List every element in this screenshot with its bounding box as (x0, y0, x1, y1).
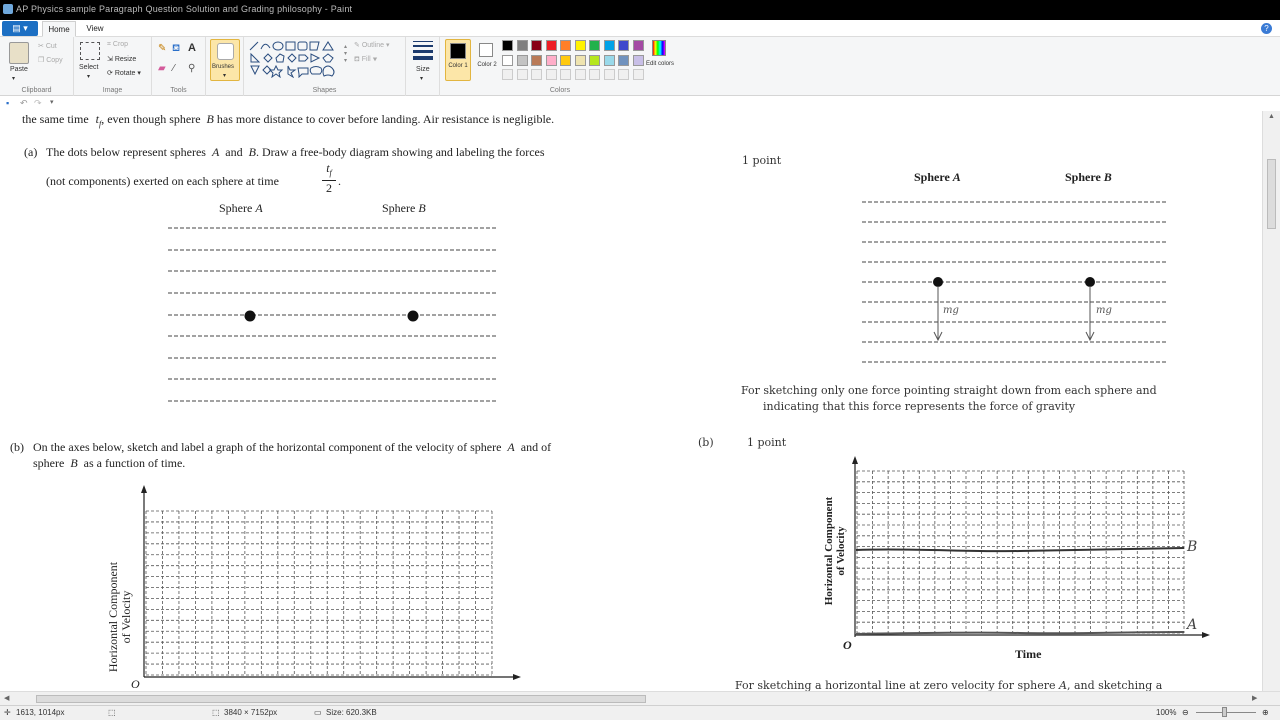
palette-swatch[interactable] (502, 55, 513, 66)
palette-swatch[interactable] (546, 40, 557, 51)
paste-button[interactable]: Paste (10, 66, 28, 73)
crop-label: Crop (112, 41, 129, 48)
sol-axis-origin: O (843, 638, 852, 652)
file-size-icon: ▭ (314, 708, 322, 717)
tools-group-label: Tools (170, 87, 187, 94)
rotate-button[interactable]: ⟳ Rotate ▾ (107, 70, 141, 77)
solution-a-points: 1 point (742, 154, 782, 167)
copy-icon: ❐ (38, 57, 45, 64)
outline-button[interactable]: ✎ Outline ▾ (354, 42, 390, 49)
horizontal-scroll-thumb[interactable] (36, 695, 646, 703)
select-dropdown-icon[interactable]: ▾ (87, 74, 91, 80)
vertical-scroll-thumb[interactable] (1267, 159, 1276, 229)
resize-button[interactable] (107, 55, 136, 63)
question-b-axes (100, 481, 530, 691)
outline-icon: ✎ (354, 42, 360, 49)
copy-button[interactable] (38, 56, 63, 64)
tab-home[interactable]: Home (42, 21, 76, 37)
window-title: AP Physics sample Paragraph Question Solution and Grading philosophy - Paint (16, 4, 353, 14)
color2-label: Color 2 (477, 62, 497, 68)
status-bar (0, 705, 1280, 720)
qa-b: B (248, 145, 256, 159)
solution-b-note (735, 679, 1162, 691)
size-icon[interactable] (413, 41, 433, 60)
palette-swatch[interactable] (560, 40, 571, 51)
palette-swatch[interactable] (502, 40, 513, 51)
sol-axis-ylabel-1: Horizontal Component (823, 496, 835, 606)
outline-label: Outline (361, 42, 385, 49)
palette-swatch[interactable] (633, 55, 644, 66)
shapes-group-label: Shapes (312, 87, 337, 94)
ribbon-tabs (0, 20, 1280, 37)
file-menu-button[interactable]: ▤ ▾ (2, 21, 38, 36)
palette-empty-swatch[interactable] (575, 69, 586, 80)
palette-empty-swatch[interactable] (633, 69, 644, 80)
doc-sphere-b-word: Sphere (382, 201, 416, 215)
image-dimensions: 3840 × 7152px (224, 708, 278, 717)
solution-a-note-2: indicating that this force represents the force of gravity (763, 400, 1076, 413)
clipboard-group (0, 37, 74, 96)
question-a-line2: (not components) exerted on each sphere at time (46, 174, 279, 188)
qa-a: A (211, 145, 220, 159)
sol-curve-b (856, 548, 1184, 551)
qb-b: B (70, 456, 78, 470)
brushes-label: Brushes (212, 64, 235, 70)
image-group (74, 37, 152, 96)
intro-text-a: the same time (22, 112, 89, 126)
question-a-line1 (46, 145, 545, 160)
edit-colors-button[interactable]: Edit colors (645, 61, 674, 67)
doc-sphere-b-dot (408, 311, 419, 322)
doc-sphere-b-label (382, 201, 426, 216)
size-button[interactable]: Size (416, 66, 430, 73)
palette-swatch[interactable] (531, 55, 542, 66)
intro-text-c: has more distance to cover before landing. Air resistance is negligible. (216, 112, 555, 126)
qa-and: and (225, 145, 243, 159)
cut-label: Cut (45, 43, 57, 50)
copy-label: Copy (46, 57, 63, 64)
qb-text-b: and of (520, 440, 552, 454)
color-picker-icon[interactable]: ⁄ (173, 63, 175, 74)
sol-axis-xlabel: Time (1015, 647, 1042, 661)
sol-axis-ylabel-2: of Velocity (835, 526, 847, 576)
zoom-slider-thumb[interactable] (1222, 707, 1227, 717)
color1-swatch (450, 43, 466, 59)
solution-a-diagram (860, 196, 1170, 366)
crop-button[interactable] (107, 41, 128, 49)
doc-axis-origin: O (131, 677, 140, 691)
scroll-up-icon[interactable]: ▲ (1268, 113, 1275, 120)
palette-empty-swatch[interactable] (531, 69, 542, 80)
rotate-icon: ⟳ (107, 70, 113, 77)
palette-empty-swatch[interactable] (560, 69, 571, 80)
fill-bucket-icon[interactable]: ⛾ (172, 43, 181, 54)
palette-empty-swatch[interactable] (618, 69, 629, 80)
brush-icon (217, 43, 234, 60)
sol-mg-label-b: mg (1096, 305, 1112, 316)
palette-swatch[interactable] (546, 55, 557, 66)
doc-axis-ylabel (107, 557, 133, 677)
sol-sphere-b-label (1065, 170, 1112, 185)
sol-curve-a-label: A (1187, 617, 1198, 633)
doc-sphere-b-letter: B (418, 201, 426, 215)
palette-swatch[interactable] (589, 40, 600, 51)
solution-b-graph (820, 451, 1220, 651)
qa-fraction (322, 161, 336, 195)
sol-axis-ylabel (823, 486, 847, 616)
brushes-button[interactable] (210, 39, 240, 81)
palette-empty-swatch[interactable] (546, 69, 557, 80)
palette-swatch[interactable] (589, 55, 600, 66)
resize-label: Resize (114, 56, 137, 63)
canvas-area[interactable] (0, 111, 1262, 691)
cursor-position-icon: ✛ (4, 708, 11, 717)
ribbon (0, 37, 1280, 96)
brushes-group (206, 37, 244, 96)
sol-mg-label-a: mg (943, 305, 959, 316)
question-a-dashed-lines (168, 226, 498, 406)
sol-curve-b-label: B (1187, 539, 1198, 555)
palette-swatch[interactable] (531, 40, 542, 51)
palette-swatch[interactable] (618, 55, 629, 66)
sol-sphere-a-label (914, 170, 961, 185)
paste-icon[interactable] (9, 42, 29, 64)
color2-button[interactable] (475, 39, 499, 81)
palette-swatch[interactable] (604, 40, 615, 51)
qa-text-b: . Draw a free-body diagram showing and labeling the forces (255, 145, 545, 159)
file-size: Size: 620.3KB (326, 708, 377, 717)
palette-empty-swatch[interactable] (517, 69, 528, 80)
qa-text-a: The dots below represent spheres (46, 145, 206, 159)
intro-sub: f (99, 119, 102, 129)
qb-text-a: On the axes below, sketch and label a graph of the horizontal component of the velocity of sphere (33, 440, 502, 454)
eraser-icon[interactable]: ▰ (158, 63, 166, 74)
doc-sphere-a-letter: A (255, 201, 263, 215)
tab-view[interactable]: View (86, 24, 104, 33)
edit-colors-icon[interactable] (652, 40, 666, 56)
shapes-group (244, 37, 406, 96)
color1-button[interactable] (445, 39, 471, 81)
doc-axis-ylabel-1: Horizontal Component (106, 561, 120, 673)
paint-app-icon[interactable] (3, 4, 13, 14)
palette-swatch[interactable] (517, 40, 528, 51)
question-b-line1 (33, 440, 551, 455)
question-b-label: (b) (10, 440, 24, 454)
qb-text-d: as a function of time. (83, 456, 186, 470)
selection-size-icon: ⬚ (108, 708, 116, 717)
text-tool-icon[interactable]: A (188, 42, 196, 54)
palette-swatch[interactable] (575, 55, 586, 66)
qb-a: A (507, 440, 515, 454)
palette-swatch[interactable] (633, 40, 644, 51)
intro-line (22, 112, 554, 128)
intro-text-b: , even though sphere (101, 112, 201, 126)
palette-empty-swatch[interactable] (502, 69, 513, 80)
sol-sphere-a-letter: A (952, 170, 961, 184)
paste-dropdown-icon[interactable]: ▾ (12, 76, 16, 82)
size-dropdown-icon[interactable]: ▾ (420, 76, 424, 82)
select-icon[interactable] (80, 42, 100, 60)
sol-sphere-b-word: Sphere (1065, 170, 1101, 184)
sol-sphere-b-dot (1085, 277, 1095, 287)
rotate-label: Rotate (114, 70, 136, 77)
sol-sphere-a-dot (933, 277, 943, 287)
customize-qat-icon[interactable]: ▾ (50, 99, 54, 106)
redo-icon[interactable]: ↷ (34, 98, 42, 108)
qb-text-c: sphere (33, 456, 65, 470)
doc-sphere-a-word: Sphere (219, 201, 253, 215)
size-group (406, 37, 440, 96)
qa-period: . (338, 174, 341, 188)
resize-icon: ⇲ (107, 56, 113, 63)
qa-frac-den: 2 (326, 181, 332, 196)
qa-frac-sub: f (329, 168, 332, 178)
sol-b-note-a: A (1059, 679, 1067, 691)
image-dimensions-icon: ⬚ (212, 708, 220, 717)
pencil-icon[interactable]: ✎ (158, 43, 167, 54)
fill-label: Fill (361, 56, 371, 63)
intro-var: t (95, 112, 99, 126)
undo-icon[interactable]: ↶ (20, 98, 28, 108)
palette-swatch[interactable] (517, 55, 528, 66)
palette-swatch[interactable] (575, 40, 586, 51)
vertical-scrollbar[interactable] (1262, 111, 1280, 691)
color1-label: Color 1 (448, 63, 468, 69)
colors-group-label: Colors (549, 87, 571, 94)
horizontal-scrollbar[interactable] (0, 691, 1280, 705)
zoom-in-button[interactable]: ⊕ (1262, 708, 1269, 717)
color2-swatch (479, 43, 493, 57)
scissors-icon: ✂ (38, 43, 44, 50)
help-icon[interactable]: ? (1261, 23, 1272, 34)
palette-swatch[interactable] (618, 40, 629, 51)
sol-b-note-text-2: , and sketching a (1066, 679, 1163, 691)
question-b-line2 (33, 456, 185, 471)
scroll-left-icon[interactable]: ◀ (4, 695, 10, 702)
solution-b-label: (b) (698, 436, 714, 449)
sol-curve-a (856, 632, 1184, 634)
solution-a-note-1: For sketching only one force pointing straight down from each sphere and (741, 384, 1157, 397)
colors-group (440, 37, 680, 96)
shapes-scroll-icon[interactable]: ▴ ▾ ▾ (344, 44, 348, 64)
tools-group (152, 37, 206, 96)
palette-empty-swatch[interactable] (604, 69, 615, 80)
palette-empty-swatch[interactable] (589, 69, 600, 80)
sol-sphere-b-letter: B (1103, 170, 1112, 184)
scroll-right-icon[interactable]: ▶ (1252, 695, 1258, 702)
sol-b-note-text-1: For sketching a horizontal line at zero velocity for sphere (735, 679, 1056, 691)
zoom-out-button[interactable]: ⊖ (1182, 708, 1189, 717)
fill-button[interactable]: ⛾ Fill ▾ (354, 56, 378, 63)
doc-axis-ylabel-2: of Velocity (119, 590, 133, 644)
question-a-label: (a) (24, 145, 38, 159)
solution-b-points: 1 point (747, 436, 787, 449)
quick-access-toolbar (0, 97, 1280, 111)
cut-button[interactable] (38, 42, 57, 50)
intro-b: B (206, 112, 214, 126)
shapes-gallery[interactable] (248, 40, 344, 78)
doc-sphere-a-label (219, 201, 263, 216)
select-button[interactable]: Select (79, 64, 99, 71)
fill-icon: ⛾ (354, 56, 360, 63)
clipboard-group-label: Clipboard (21, 87, 52, 94)
sol-sphere-a-word: Sphere (914, 170, 950, 184)
cursor-position: 1613, 1014px (16, 708, 65, 717)
doc-sphere-a-dot (245, 311, 256, 322)
magnifier-icon[interactable]: ⚲ (188, 63, 196, 74)
qa-frac-num: t (326, 161, 330, 175)
image-group-label: Image (102, 87, 123, 94)
zoom-level: 100% (1156, 708, 1177, 717)
save-icon[interactable]: ▪ (6, 98, 10, 108)
title-bar (0, 0, 1280, 20)
crop-icon: ⌗ (107, 41, 111, 48)
palette-swatch[interactable] (560, 55, 571, 66)
brushes-dropdown-icon: ▾ (223, 73, 227, 79)
palette-swatch[interactable] (604, 55, 615, 66)
